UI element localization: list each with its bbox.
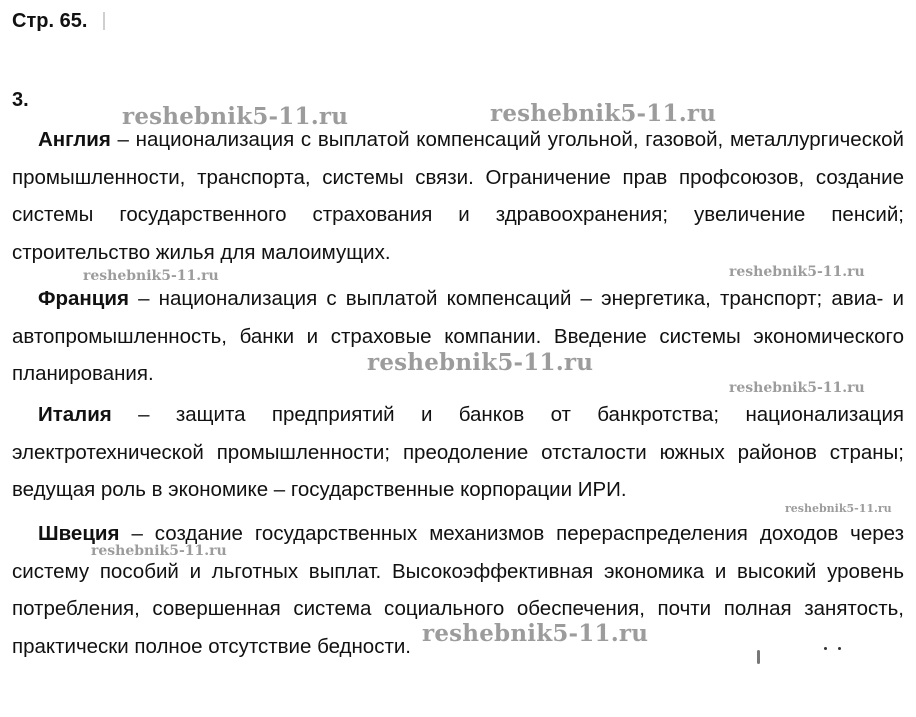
country-name: Италия	[38, 403, 112, 426]
paragraph-text: – национализация с выплатой компенсаций угольной, газовой, металлургической промышленности, транспорта, системы связи. Ограничение прав профсоюзов, создание системы государственного страхования и здравоохранения; увеличение пенсий; строительство жилья для малоимущих.	[12, 128, 904, 264]
country-name: Франция	[38, 287, 129, 310]
watermark: reshebnik5-11.ru	[729, 380, 865, 396]
watermark: reshebnik5-11.ru	[83, 268, 219, 284]
paragraph-england	[12, 121, 904, 271]
scan-artifact	[757, 650, 760, 664]
watermark: reshebnik5-11.ru	[367, 349, 594, 376]
scan-artifact	[103, 12, 105, 30]
paragraph-italy	[12, 396, 904, 509]
watermark: reshebnik5-11.ru	[490, 100, 717, 127]
paragraph-text: – защита предприятий и банков от банкротства; национализация электротехнической промышленности; преодоление отсталости южных районов страны; ведущая роль в экономике – государственные корпорации ИРИ.	[12, 403, 904, 501]
watermark: reshebnik5-11.ru	[122, 103, 349, 130]
paragraph-sweden	[12, 515, 904, 665]
paragraph-text: – национализация с выплатой компенсаций – энергетика, транспорт; авиа- и автопромышленность, банки и страховые компании. Введение системы экономического планирования.	[12, 287, 904, 385]
scan-artifact	[838, 647, 841, 650]
page-reference: Стр. 65.	[12, 10, 88, 32]
paragraph-text: – создание государственных механизмов перераспределения доходов через систему пособий и льготных выплат. Высокоэффективная экономика и высокий уровень потребления, совершенная система социального обеспечения, почти полная занятость, практически полное отсутствие бедности.	[12, 522, 904, 658]
watermark: reshebnik5-11.ru	[91, 543, 227, 559]
watermark: reshebnik5-11.ru	[729, 264, 865, 280]
paragraph-france	[12, 280, 904, 393]
country-name: Швеция	[38, 522, 120, 545]
watermark: reshebnik5-11.ru	[422, 620, 649, 647]
country-name: Англия	[38, 128, 111, 151]
scan-artifact	[824, 647, 827, 650]
watermark: reshebnik5-11.ru	[785, 502, 892, 515]
task-number: 3.	[12, 89, 29, 111]
